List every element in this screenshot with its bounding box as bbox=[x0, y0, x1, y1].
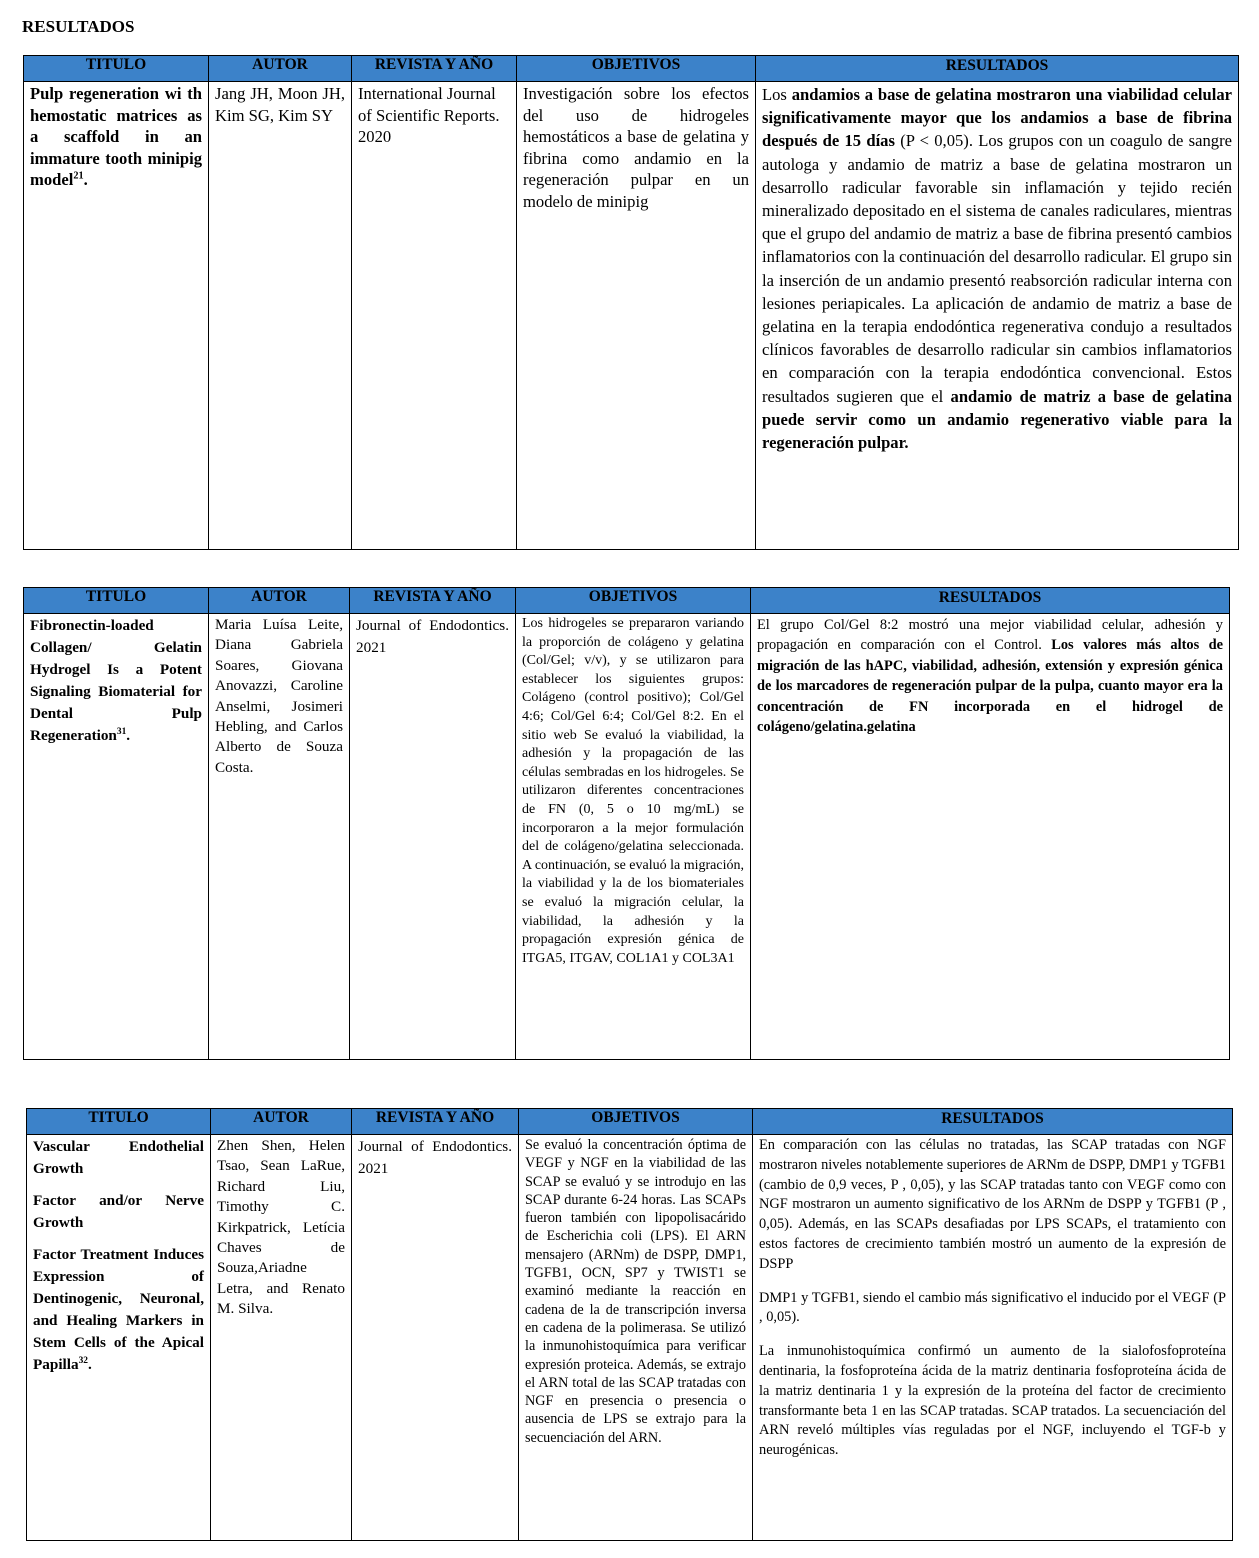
journal-cell: Journal of Endodontics. 2021 bbox=[352, 1135, 519, 1541]
author-cell: Jang JH, Moon JH, Kim SG, Kim SY bbox=[209, 82, 352, 550]
title-end: . bbox=[126, 727, 131, 744]
results-text: Los bbox=[762, 85, 792, 104]
header-resultados: RESULTADOS bbox=[756, 56, 1239, 82]
title-cell bbox=[24, 82, 209, 550]
results-paragraph: La inmunohistoquímica confirmó un aumento de la sialofosfoproteína dentinaria, la fosfoproteína ácida de la matriz dentinaria fosfoproteína ácida de la matriz dentinaria 1 y la expresión de la proteína del factor de crecimiento transformante beta 1 en las SCAP tratadas. SCAP tratados. La secuenciación del ARN reveló múltiples vías reguladas por el NGF, incluyendo el TGF-b y neurogénicas. bbox=[759, 1343, 1226, 1459]
results-table-3 bbox=[26, 1108, 1233, 1541]
title-paragraph bbox=[33, 1244, 204, 1376]
results-paragraph: DMP1 y TGFB1, siendo el cambio más significativo el inducido por el VEGF (P , 0,05). bbox=[759, 1289, 1226, 1326]
page-heading: RESULTADOS bbox=[22, 17, 135, 36]
results-text: (P < 0,05). Los grupos con un coagulo de sangre autologa y andamio de matriz a base de gelatina mostraron un desarrollo radicular favorable sin inflamación y tejido recién mineralizado depositado en el sistema de canales radiculares, mientras que el grupo del andamio de matriz a base de fibrina presentó cambios inflamatorios con la continuación del desarrollo radicular. El grupo sin la inserción de un andamio presentó reabsorción radicular interna con lesiones periapicales. La aplicación de andamio de matriz a base de gelatina en la terapia endodóntica regenerativa condujo a resultados clínicos favorables de desarrollo radicular sin cambios inflamatorios en comparación con la terapia endodóntica convencional. Estos resultados sugieren que el bbox=[762, 131, 1232, 406]
author-cell: Zhen Shen, Helen Tsao, Sean LaRue, Richard Liu, Timothy C. Kirkpatrick, Letícia Chaves de Souza,Ariadne Letra, and Renato M. Silva. bbox=[211, 1135, 352, 1541]
article-title: Pulp regeneration wi th hemostatic matrices as a scaffold in an immature tooth minipig model bbox=[30, 84, 202, 189]
results-highlight: andamios a base de gelatina mostraron una viabilidad celular significativamente mayor que los andamios a base de fibrina después de 15 días bbox=[762, 85, 1232, 151]
results-highlight: Los valores más altos de migración de las hAPC, viabilidad, adhesión, extensión y expresión génica de los marcadores de regeneración pulpar de la pulpa, cuanto mayor era la concentración de FN incorporada en el hidrogel de colágeno/gelatina.gelatina bbox=[757, 637, 1223, 736]
header-titulo: TITULO bbox=[24, 56, 209, 82]
header-resultados: RESULTADOS bbox=[753, 1109, 1233, 1135]
reference-number: 21 bbox=[73, 170, 84, 182]
header-autor: AUTOR bbox=[209, 588, 350, 614]
title-cell bbox=[24, 614, 209, 1060]
results-cell bbox=[751, 614, 1230, 1060]
results-table-2 bbox=[23, 587, 1230, 1060]
journal-cell: International Journal of Scientific Reports. 2020 bbox=[352, 82, 517, 550]
results-table-1 bbox=[23, 55, 1239, 550]
objectives-cell: Los hidrogeles se prepararon variando la proporción de colágeno y gelatina (Col/Gel; v/v), y se utilizaron para establecer los siguientes grupos: Colágeno (control positivo); Col/Gel 4:6; Col/Gel 6:4; Col/Gel 8:2. En el sitio web Se evaluó la viabilidad, la adhesión y la propagación de las células sembradas en los hidrogeles. Se utilizaron diferentes concentraciones de FN (0, 5 o 10 mg/mL) se incorporaron a la mejor formulación del de colágeno/gelatina seleccionada. A continuación, se evaluó la migración, la viabilidad y la de los biomateriales se evaluó la migración celular, la viabilidad, la adhesión y la propagación expresión génica de ITGA5, ITGAV, COL1A1 y COL3A1 bbox=[516, 614, 751, 1060]
table-row bbox=[24, 82, 1239, 550]
results-highlight: andamio de matriz a base de gelatina puede servir como un andamio regenerativo viable para la regeneración pulpar. bbox=[762, 386, 1232, 453]
title-paragraph: Vascular Endothelial Growth bbox=[33, 1138, 204, 1177]
header-revista: REVISTA Y AÑO bbox=[352, 1109, 519, 1135]
results-text: El grupo Col/Gel 8:2 mostró una mejor viabilidad celular, adhesión y propagación en comparación con el Control. bbox=[757, 617, 1223, 654]
journal-cell: Journal of Endodontics. 2021 bbox=[350, 614, 516, 1060]
header-titulo: TITULO bbox=[24, 588, 209, 614]
table-row bbox=[27, 1135, 1233, 1541]
reference-number: 31 bbox=[116, 726, 127, 737]
title-end: . bbox=[87, 1356, 92, 1373]
header-resultados: RESULTADOS bbox=[751, 588, 1230, 614]
results-cell bbox=[753, 1135, 1233, 1541]
article-title: Factor Treatment Induces Expression of Dentinogenic, Neuronal, and Healing Markers in Stem Cells of the Apical Papilla bbox=[33, 1246, 204, 1373]
header-autor: AUTOR bbox=[209, 56, 352, 82]
header-objetivos: OBJETIVOS bbox=[516, 588, 751, 614]
header-row bbox=[27, 1109, 1233, 1135]
header-autor: AUTOR bbox=[211, 1109, 352, 1135]
header-titulo: TITULO bbox=[27, 1109, 211, 1135]
header-objetivos: OBJETIVOS bbox=[519, 1109, 753, 1135]
title-paragraph: Factor and/or Nerve Growth bbox=[33, 1192, 204, 1231]
article-title: Fibronectin-loaded Collagen/ Gelatin Hydrogel Is a Potent Signaling Biomaterial for Dental Pulp Regeneration bbox=[30, 617, 202, 744]
header-row bbox=[24, 588, 1230, 614]
reference-number: 32 bbox=[78, 1355, 88, 1366]
header-objetivos: OBJETIVOS bbox=[517, 56, 756, 82]
author-cell: Maria Luísa Leite, Diana Gabriela Soares, Giovana Anovazzi, Caroline Anselmi, Josimeri Hebling, and Carlos Alberto de Souza Costa. bbox=[209, 614, 350, 1060]
title-end: . bbox=[83, 170, 88, 189]
title-cell bbox=[27, 1135, 211, 1541]
header-row bbox=[24, 56, 1239, 82]
results-cell bbox=[756, 82, 1239, 550]
objectives-cell: Se evaluó la concentración óptima de VEGF y NGF en la viabilidad de las SCAP se evaluó y se introdujo en las SCAP durante 6-24 horas. Las SCAPs fueron también con lipopolisacárido de Escherichia coli (LPS). El ARN mensajero (ARNm) de DSPP, DMP1, TGFB1, OCN, SP7 y TWIST1 se examinó mediante la reacción en cadena de la de transcripción inversa en cadena de la polimerasa. Se utilizó la inmunohistoquímica para verificar expresión proteica. Además, se extrajo el ARN total de las SCAP tratadas con NGF en presencia o presencia o ausencia de LPS se extrajo para la secuenciación del ARN. bbox=[519, 1135, 753, 1541]
header-revista: REVISTA Y AÑO bbox=[352, 56, 517, 82]
header-revista: REVISTA Y AÑO bbox=[350, 588, 516, 614]
objectives-cell: Investigación sobre los efectos del uso de hidrogeles hemostáticos a base de gelatina y fibrina como andamio en la regeneración pulpar en un modelo de minipig bbox=[517, 82, 756, 550]
table-row bbox=[24, 614, 1230, 1060]
results-paragraph: En comparación con las células no tratadas, las SCAP tratadas con NGF mostraron niveles notablemente superiores de ARNm de DSPP, DMP1 y TGFB1 (cambio de 0,9 veces, P , 0,05), y las SCAP tratadas tanto con VEGF como con NGF mostraron un aumento significativo de los ARNm de DSPP y TGFB1 (P , 0,05). Además, en las SCAPs desafiadas por LPS SCAPs, el tratamiento con estos factores de crecimiento también mostró un aumento de la expresión de DSPP bbox=[759, 1137, 1226, 1272]
